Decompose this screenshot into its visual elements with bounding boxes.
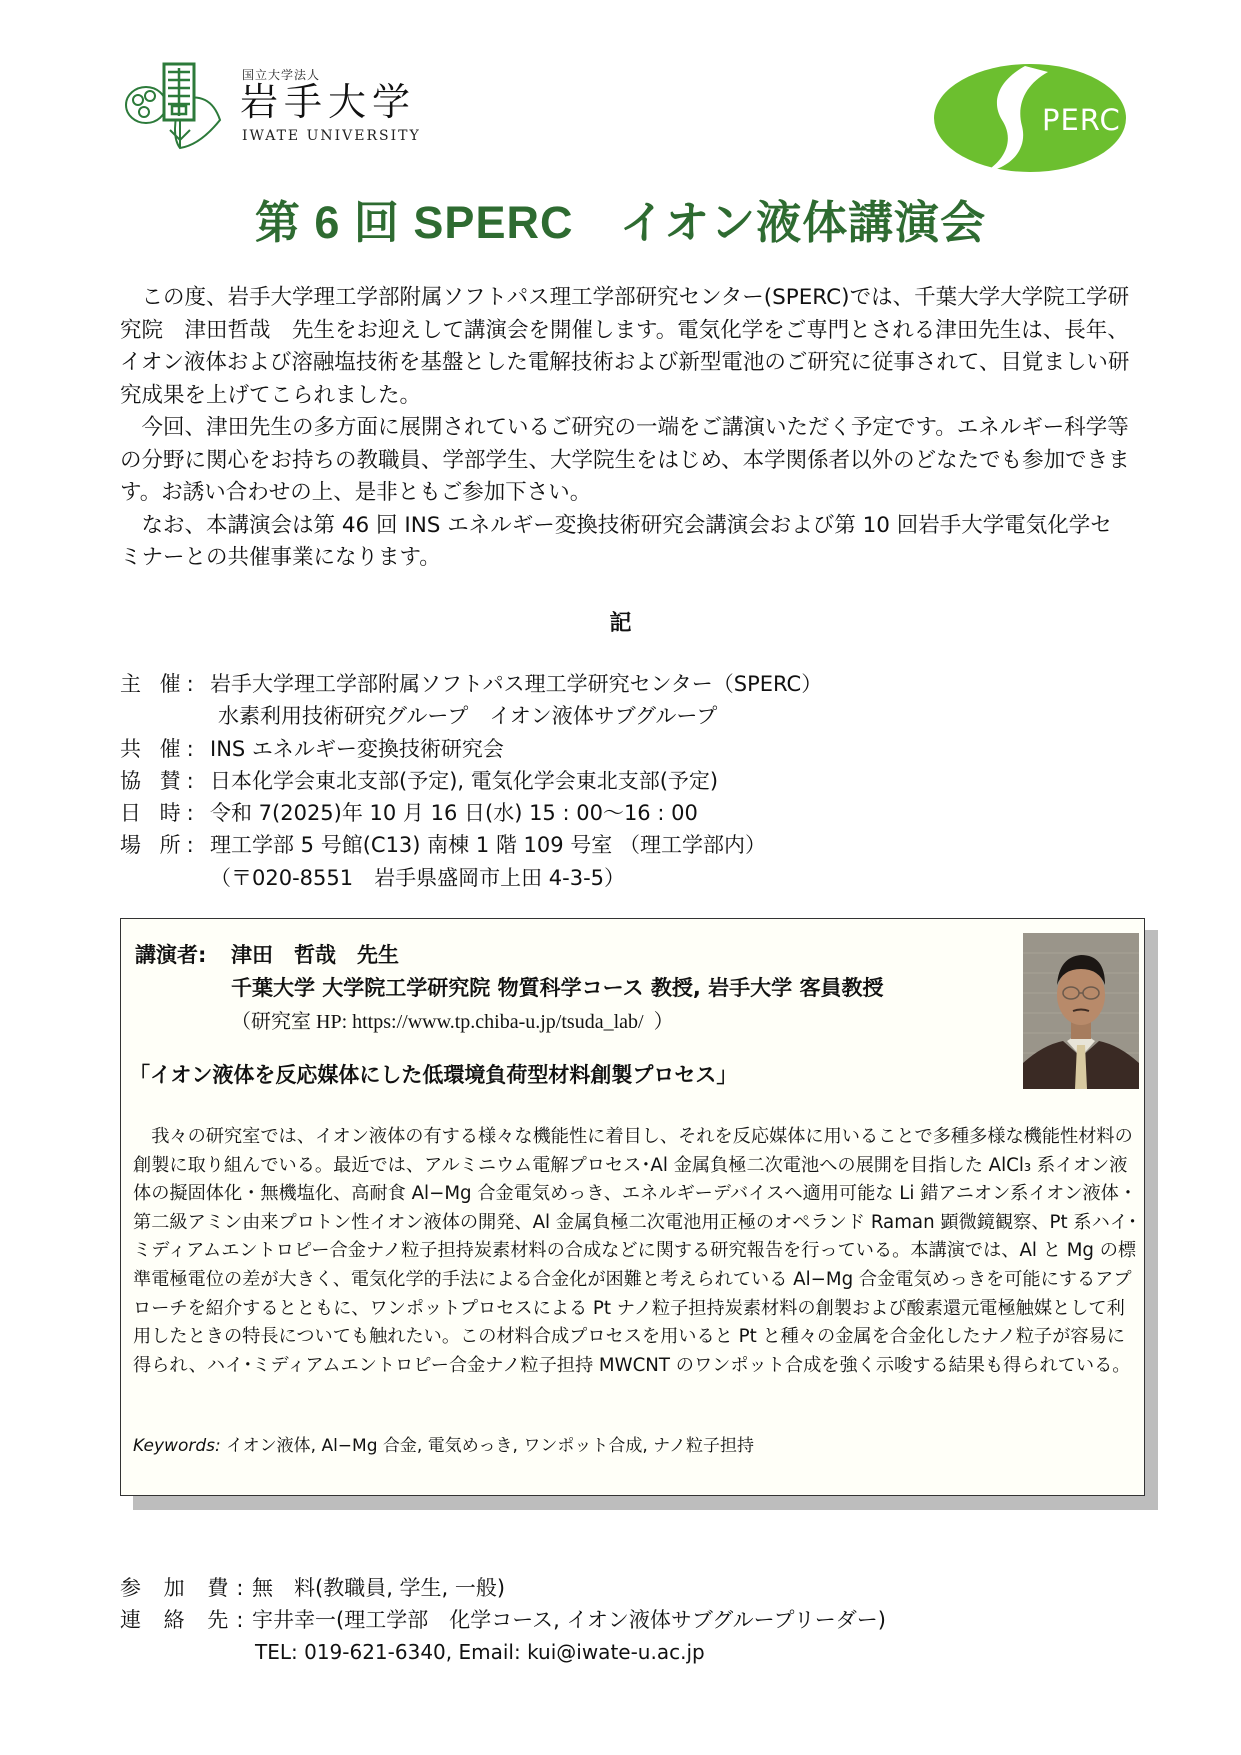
- support-row: [120, 765, 1020, 797]
- university-name-en: IWATE UNIVERSITY: [242, 128, 421, 144]
- intro-paragraph: 今回、津田先生の多方面に展開されているご研究の一端をご講演いただく予定です。エネルギー科学等の分野に関心をお持ちの教職員、学部学生、大学院生をはじめ、本学関係者以外のどなたでも参加できます。お誘い合わせの上、是非ともご参加下さい。: [120, 415, 1130, 505]
- co-organizer-value: INS エネルギー変換技術研究会: [210, 736, 504, 761]
- fee-value: 無 料(教職員, 学生, 一般): [252, 1576, 506, 1600]
- university-emblem-icon: [120, 60, 230, 150]
- ki-heading: 記: [609, 611, 632, 636]
- talk-title: 「イオン液体を反応媒体にした低環境負荷型材料創製プロセス」: [129, 1063, 738, 1087]
- datetime-label: 日 時:: [120, 801, 200, 826]
- fee-row: [120, 1572, 1120, 1604]
- iwate-university-logo: [120, 60, 440, 150]
- venue-label: 場 所:: [120, 833, 200, 858]
- support-label: 協 賛:: [120, 768, 200, 793]
- intro-paragraph: なお、本講演会は第 46 回 INS エネルギー変換技術研究会講演会および第 10 回岩手大学電気化学セミナーとの共催事業になります。: [120, 512, 1112, 570]
- venue-address: （〒020-8551 岩手県盛岡市上田 4-3-5）: [210, 865, 626, 890]
- organizer-label: 主 催:: [120, 672, 200, 696]
- co-organizer-label: 共 催:: [120, 736, 200, 761]
- contact-tel-email[interactable]: TEL: 019-621-6340, Email: kui@iwate-u.ac.jp: [255, 1640, 705, 1664]
- organizer-value: 岩手大学理工学部附属ソフトパス理工学研究センター（SPERC）: [210, 672, 823, 696]
- event-details: [120, 668, 1020, 894]
- speaker-photo: [1023, 933, 1139, 1089]
- speaker-label: 講演者:: [135, 943, 207, 967]
- speaker-affiliation: 千葉大学 大学院工学研究院 物質科学コース 教授, 岩手大学 客員教授: [231, 976, 884, 1000]
- organizer-value-line2: 水素利用技術研究グループ イオン液体サブグループ: [218, 704, 718, 729]
- speaker-name: 津田 哲哉 先生: [231, 943, 399, 967]
- corp-label: 国立大学法人: [242, 68, 321, 82]
- speaker-homepage-link[interactable]: （研究室 HP: https://www.tp.chiba-u.jp/tsuda_lab/ ）: [231, 1011, 674, 1033]
- organizer-row: [120, 668, 1020, 700]
- fee-label: 参 加 費:: [120, 1576, 252, 1600]
- page-title: 第 6 回 SPERC イオン液体講演会: [254, 197, 987, 248]
- university-name-ja: 岩手大学: [240, 80, 417, 124]
- intro-section: [120, 282, 1130, 575]
- support-value: 日本化学会東北支部(予定), 電気化学会東北支部(予定): [210, 768, 719, 793]
- contact-value: 宇井幸一(理工学部 化学コース, イオン液体サブグループリーダー): [252, 1608, 886, 1632]
- abstract: [133, 1123, 1138, 1380]
- footer-info: [120, 1572, 1120, 1668]
- venue-value: 理工学部 5 号館(C13) 南棟 1 階 109 号室 （理工学部内）: [210, 833, 766, 858]
- sperc-logo: [930, 60, 1130, 175]
- abstract-text: 我々の研究室では、イオン液体の有する様々な機能性に着目し、それを反応媒体に用いることで多種多様な機能性材料の創製に取り組んでいる。最近では、アルミニウム電解プロセス･Al 金属負極二次電池への展開を目指した AlCl₃ 系イオン液体の擬固体化・無機塩化、高耐食 Al−Mg 合金電気めっき、エネルギーデバイスへ適用可能な Li 錯アニオン系イオン液体・第二級アミン由来プロトン性イオン液体の開発、Al 金属負極二次電池用正極のオペランド Raman 顕微鏡観察、Pt 系ハイ･ミディアムエントロピー合金ナノ粒子担持炭素材料の合成などに関する研究報告を行っている。本講演では、Al と Mg の標準電極電位の差が大きく、電気化学的手法による合金化が困難と考えられている Al−Mg 合金電気めっきを可能にするアプローチを紹介するとともに、ワンポットプロセスによる Pt ナノ粒子担持炭素材料の創製および酸素還元電極触媒として利用したときの特長についても触れたい。この材料合成プロセスを用いると Pt と種々の金属を合金化したナノ粒子が容易に得られ、ハイ･ミディアムエントロピー合金ナノ粒子担持 MWCNT のワンポット合成を強く示唆する結果も得られている。: [133, 1126, 1138, 1376]
- keywords-label: Keywords:: [133, 1436, 221, 1456]
- keywords-line: [133, 1431, 754, 1456]
- co-organizer-row: [120, 733, 1020, 765]
- contact-label: 連 絡 先:: [120, 1608, 252, 1632]
- datetime-row: [120, 797, 1020, 829]
- sperc-logo-text: PERC: [1042, 103, 1121, 137]
- venue-row: [120, 829, 1020, 861]
- contact-row: [120, 1604, 1120, 1636]
- keywords-value: イオン液体, Al−Mg 合金, 電気めっき, ワンポット合成, ナノ粒子担持: [226, 1436, 754, 1456]
- datetime-value: 令和 7(2025)年 10 月 16 日(水) 15 : 00～16 : 00: [210, 801, 698, 826]
- intro-paragraph: この度、岩手大学理工学部附属ソフトパス理工学部研究センター(SPERC)では、千葉大学大学院工学研究院 津田哲哉 先生をお迎えして講演会を開催します。電気化学をご専門とされる津田先生は、長年、イオン液体および溶融塩技術を基盤とした電解技術および新型電池のご研究に従事されて、目覚ましい研究成果を上げてこられました。: [120, 285, 1130, 408]
- speaker-box: [120, 918, 1145, 1496]
